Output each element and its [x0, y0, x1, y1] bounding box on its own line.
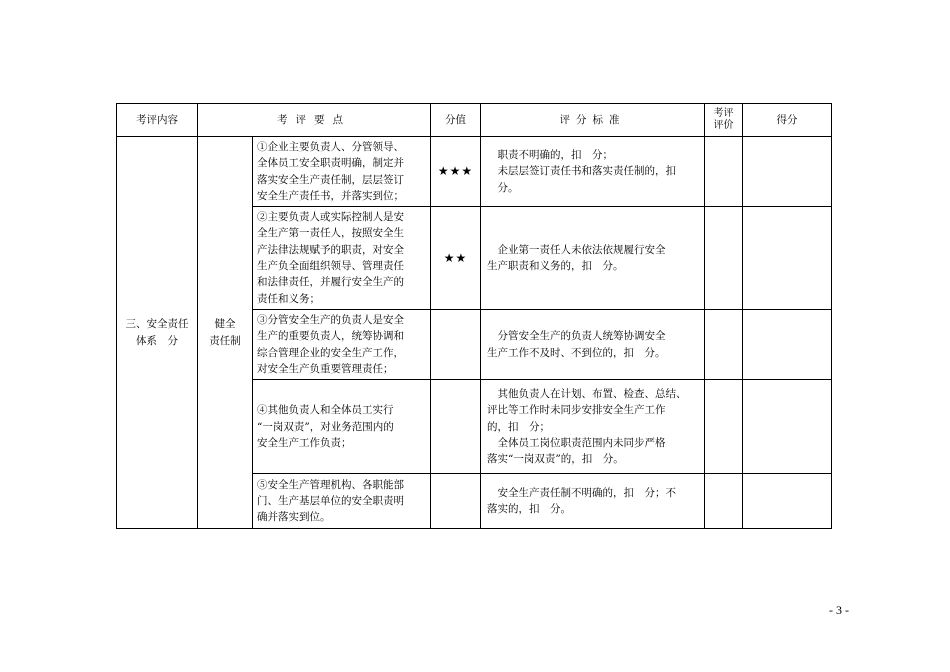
header-standard [481, 104, 705, 137]
evaluation-point-line: 生产负全面组织领导、管理责任 [257, 260, 404, 273]
scoring-standard-line: 分管安全生产的负责人统筹协调安全 [487, 330, 666, 343]
scoring-standard-line: 安全生产责任制不明确的，扣 分；不 [487, 486, 676, 499]
score-cell[interactable] [743, 380, 832, 474]
header-score: 得分 [743, 104, 832, 137]
evaluation-point-line: 门、生产基层单位的安全职责明 [257, 495, 404, 507]
evaluation-point-line: 和法律责任，并履行安全生产的 [257, 276, 404, 289]
subcategory-line2: 责任制 [209, 334, 241, 347]
header-evaluation-line2: 评价 [713, 120, 734, 131]
scoring-standard-line: 企业第一责任人未依法依规履行安全 [487, 243, 666, 256]
scoring-standard-line: 落实“一岗双责”的，扣 分。 [487, 453, 624, 466]
evaluation-point-line: 全生产第一责任人，按照安全生 [257, 227, 404, 240]
evaluation-point-line: 对安全生产负重要管理责任； [257, 362, 394, 375]
scoring-standard [481, 380, 705, 474]
evaluation-point [253, 207, 431, 310]
subcategory-line1: 健全 [214, 318, 236, 331]
scoring-standard [481, 474, 705, 529]
scoring-standard [481, 207, 705, 310]
score-value-stars [431, 309, 481, 379]
scoring-standard-line: 未层层签订责任书和落实责任制的，扣 [487, 165, 676, 178]
evaluation-cell[interactable] [705, 380, 743, 474]
evaluation-point [253, 137, 431, 207]
evaluation-point-line: ②主要负责人或实际控制人是安 [257, 211, 404, 224]
scoring-standard-line: 生产工作不及时、不到位的，扣 分。 [487, 346, 666, 359]
evaluation-point-line: 安全生产工作负责； [257, 436, 352, 449]
header-evaluation [705, 104, 743, 137]
scoring-standard-line: 生产职责和义务的，扣 分。 [487, 260, 624, 273]
scoring-standard-line: 职责不明确的，扣 分； [487, 149, 613, 162]
scoring-standard [481, 309, 705, 379]
evaluation-point-line: 落实安全生产责任制，层层签订 [257, 173, 404, 186]
evaluation-point-line: ①企业主要负责人、分管领导、 [257, 141, 404, 153]
evaluation-point-line: ③分管安全生产的负责人是安全 [257, 313, 404, 326]
table-row [117, 137, 832, 207]
evaluation-point [253, 309, 431, 379]
evaluation-cell[interactable] [705, 207, 743, 310]
score-value-stars: ★★ [431, 207, 481, 310]
scoring-standard [481, 137, 705, 207]
evaluation-point-line: ⑤安全生产管理机构、各职能部 [257, 478, 404, 491]
evaluation-table [116, 103, 832, 529]
evaluation-point-line: “一岗双责”，对业务范围内的 [257, 420, 394, 433]
header-points-text: 考评要点 [277, 113, 351, 126]
scoring-standard-line: 其他负责人在计划、布置、检查、总结、 [487, 387, 687, 400]
scoring-standard-line: 全体员工岗位职责范围内未同步严格 [487, 436, 666, 449]
evaluation-point [253, 380, 431, 474]
header-standard-text: 评分标准 [559, 113, 626, 126]
score-cell[interactable] [743, 309, 832, 379]
evaluation-point-line: 责任和义务； [257, 292, 320, 305]
evaluation-point-line: 确并落实到位。 [257, 511, 331, 524]
score-cell[interactable] [743, 137, 832, 207]
scoring-standard-line: 落实的，扣 分。 [487, 503, 571, 516]
scoring-standard-line: 的，扣 分； [487, 420, 550, 433]
page-number: - 3 - [829, 603, 849, 617]
category-line1: 三、安全责任 [125, 318, 189, 331]
scoring-standard-line: 评比等工作时未同步安排安全生产工作 [487, 404, 666, 417]
header-evaluation-line1: 考评 [713, 108, 734, 119]
evaluation-cell[interactable] [705, 137, 743, 207]
header-points [198, 104, 431, 137]
category-line2: 体系 分 [136, 334, 178, 347]
evaluation-point-line: 安全生产责任书，并落实到位； [257, 189, 404, 202]
evaluation-cell[interactable] [705, 309, 743, 379]
evaluation-cell[interactable] [705, 474, 743, 529]
evaluation-point-line: ④其他负责人和全体员工实行 [257, 404, 394, 417]
evaluation-point [253, 474, 431, 529]
score-cell[interactable] [743, 474, 832, 529]
category-cell [117, 137, 198, 529]
evaluation-sheet [116, 103, 832, 529]
score-value-stars [431, 380, 481, 474]
scoring-standard-line: 分。 [487, 181, 519, 194]
score-value-stars: ★★★ [431, 137, 481, 207]
subcategory-cell [198, 137, 253, 529]
evaluation-point-line: 综合管理企业的安全生产工作， [257, 346, 404, 359]
header-value: 分值 [431, 104, 481, 137]
evaluation-point-line: 全体员工安全职责明确，制定并 [257, 157, 404, 170]
header-row [117, 104, 832, 137]
header-content: 考评内容 [117, 104, 198, 137]
score-value-stars [431, 474, 481, 529]
evaluation-point-line: 产法律法规赋予的职责，对安全 [257, 243, 404, 256]
score-cell[interactable] [743, 207, 832, 310]
evaluation-point-line: 生产的重要负责人，统筹协调和 [257, 330, 404, 343]
